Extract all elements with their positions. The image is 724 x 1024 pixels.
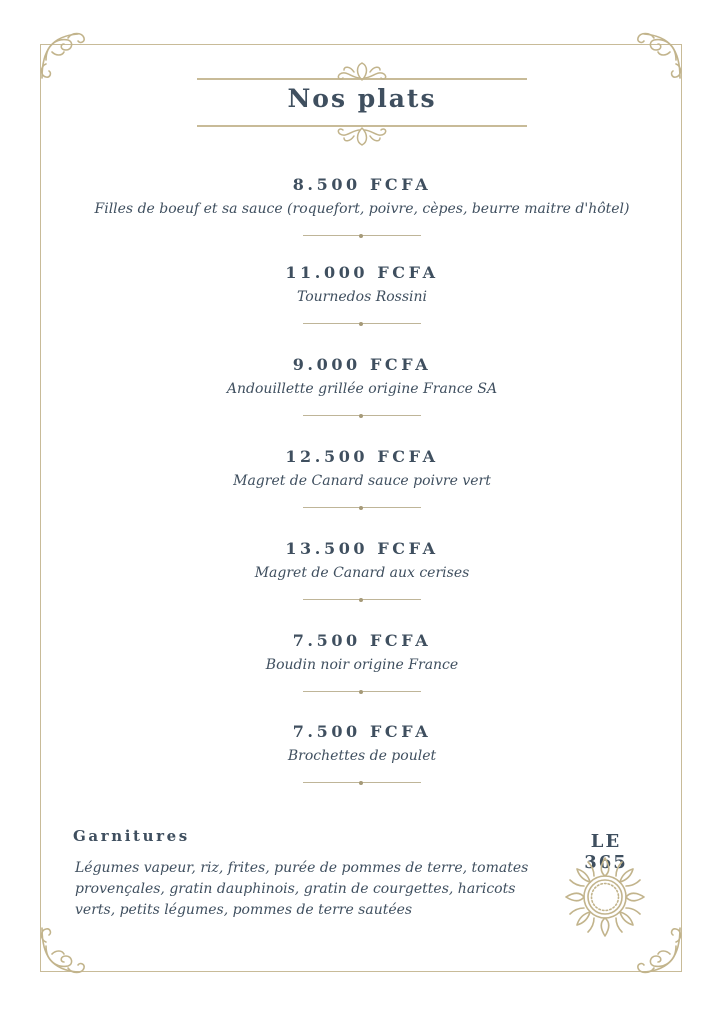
dish-name: Tournedos Rossini	[296, 289, 428, 305]
dish-item	[60, 721, 664, 767]
title-flourish-icon	[334, 126, 390, 148]
dish-price: 8.500 FCFA	[292, 175, 432, 194]
separator-icon	[303, 413, 421, 419]
dish-name: Filles de boeuf et sa sauce (roquefort, poivre, cèpes, beurre maitre d'hôtel)	[94, 201, 630, 217]
dish-name: Magret de Canard sauce poivre vert	[233, 473, 491, 489]
dish-item	[60, 354, 664, 400]
dish-item	[60, 630, 664, 676]
corner-flourish-icon	[38, 924, 90, 976]
page-title: Nos plats	[287, 84, 437, 113]
dish-price: 13.500 FCFA	[285, 539, 439, 558]
dish-price: 7.500 FCFA	[292, 631, 432, 650]
medallion-icon	[564, 856, 646, 938]
dish-price: 12.500 FCFA	[285, 447, 439, 466]
dish-item	[60, 538, 664, 584]
title-block	[197, 58, 527, 148]
dish-price: 7.500 FCFA	[292, 722, 432, 741]
title-flourish-icon	[334, 60, 390, 82]
separator-icon	[303, 780, 421, 786]
dish-name: Andouillette grillée origine France SA	[226, 381, 498, 397]
separator-icon	[303, 321, 421, 327]
corner-flourish-icon	[38, 30, 90, 82]
dish-name: Brochettes de poulet	[287, 748, 437, 764]
dish-name: Magret de Canard aux cerises	[254, 565, 470, 581]
dish-item	[60, 262, 664, 308]
corner-flourish-icon	[632, 30, 684, 82]
separator-icon	[303, 505, 421, 511]
dish-item	[60, 174, 664, 220]
separator-icon	[303, 597, 421, 603]
restaurant-name: LE 365	[584, 831, 628, 873]
dish-name: Boudin noir origine France	[265, 657, 459, 673]
dish-price: 9.000 FCFA	[292, 355, 432, 374]
separator-icon	[303, 689, 421, 695]
dish-price: 11.000 FCFA	[285, 263, 439, 282]
dish-item	[60, 446, 664, 492]
separator-icon	[303, 233, 421, 239]
garnitures-text: Légumes vapeur, riz, frites, purée de pommes de terre, tomates provençales, gratin dauphinois, gratin de courgettes, haricots verts, petits légumes, pommes de terre sautées	[75, 860, 529, 918]
garnitures-heading: Garnitures	[73, 827, 190, 845]
